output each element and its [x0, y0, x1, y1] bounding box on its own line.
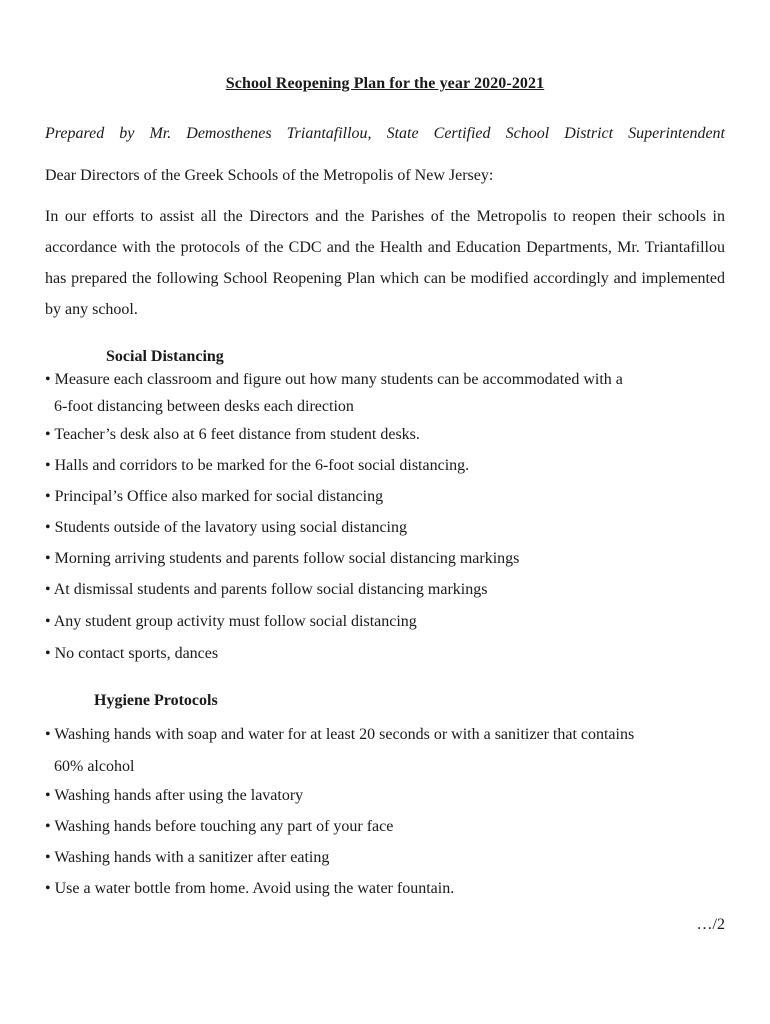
list-item-text: • Any student group activity must follow social distancing [45, 613, 417, 630]
page-continuation-marker: …/2 [696, 916, 725, 933]
list-item-text: • Use a water bottle from home. Avoid using the water fountain. [45, 880, 455, 897]
list-item-text: • Washing hands with a sanitizer after eating [45, 849, 330, 866]
list-item-continuation: 60% alcohol [54, 758, 135, 775]
list-item [45, 640, 725, 667]
greeting: Dear Directors of the Greek Schools of the Metropolis of New Jersey: [45, 167, 494, 184]
list-item-text: • Morning arriving students and parents follow social distancing markings [45, 550, 520, 567]
list-item-text: • Washing hands after using the lavatory [45, 787, 304, 804]
document-title: School Reopening Plan for the year 2020-2021 [225, 75, 545, 92]
list-item-text: • Principal’s Office also marked for social distancing [45, 488, 384, 505]
list-item [45, 452, 725, 479]
list-item [45, 576, 725, 603]
list-item-text: • At dismissal students and parents follow social distancing markings [45, 581, 488, 598]
list-item-text: • Measure each classroom and figure out how many students can be accommodated with a [45, 371, 623, 388]
list-item [45, 719, 725, 783]
list-item [45, 608, 725, 635]
list-item [45, 782, 725, 809]
social-distancing-heading: Social Distancing [106, 348, 224, 365]
list-item [45, 366, 725, 420]
list-item-continuation: 6-foot distancing between desks each direction [54, 398, 354, 415]
list-item-text: • Students outside of the lavatory using social distancing [45, 519, 407, 536]
list-item [45, 514, 725, 541]
list-item [45, 844, 725, 871]
intro-paragraph: In our efforts to assist all the Directors and the Parishes of the Metropolis to reopen their schools in accordance with the protocols of the CDC and the Health and Education Departments, Mr. Triantafillou has prepared the following School Reopening Plan which can be modified accordingly and implemented by any school. [45, 208, 725, 318]
list-item-text: • Teacher’s desk also at 6 feet distance from student desks. [45, 426, 420, 443]
list-item-text: • Washing hands before touching any part of your face [45, 818, 394, 835]
list-item [45, 421, 725, 448]
list-item [45, 813, 725, 840]
hygiene-protocols-heading: Hygiene Protocols [94, 692, 218, 709]
list-item-text: • No contact sports, dances [45, 645, 219, 662]
list-item-text: • Washing hands with soap and water for at least 20 seconds or with a sanitizer that contains [45, 726, 635, 743]
list-item [45, 875, 725, 902]
list-item-text: • Halls and corridors to be marked for the 6-foot social distancing. [45, 457, 470, 474]
list-item [45, 483, 725, 510]
list-item [45, 545, 725, 572]
prepared-by-line: Prepared by Mr. Demosthenes Triantafillou, State Certified School District Superintendent [45, 125, 725, 142]
